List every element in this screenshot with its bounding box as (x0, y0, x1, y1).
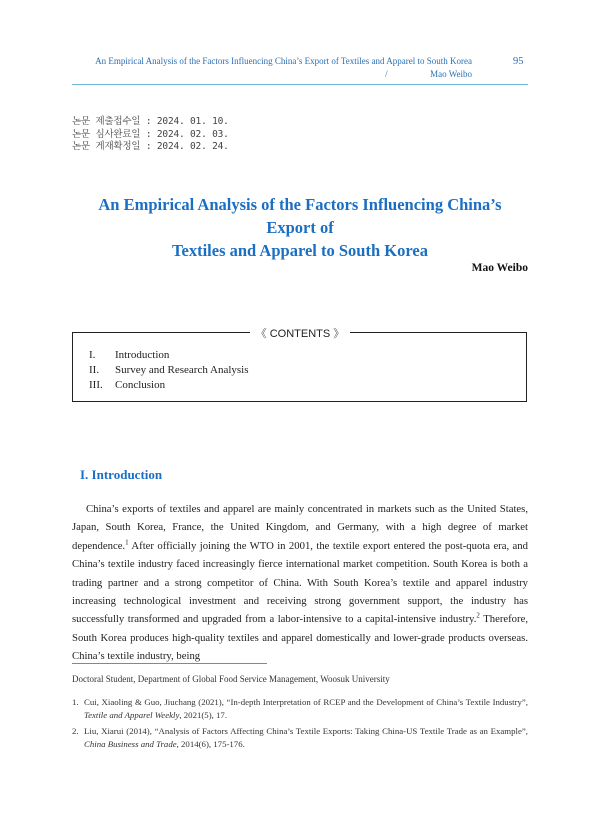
footnote-pages: , 2014(6), 175-176. (176, 739, 245, 749)
toc-item (89, 348, 249, 363)
toc-number: I. (89, 349, 96, 361)
footnote-journal: China Business and Trade (84, 739, 177, 749)
running-author-line (72, 68, 472, 81)
toc-item (89, 363, 249, 378)
date-submitted: 논문 제출접수일 : 2024. 01. 10. (72, 116, 229, 127)
footnote-number: 1. (72, 697, 79, 707)
page-number: 95 (513, 56, 524, 67)
contents-heading-wrap (0, 324, 600, 342)
title-line-2: Textiles and Apparel to South Korea (172, 241, 428, 260)
footnote-rule (72, 663, 267, 664)
footnote (72, 725, 528, 751)
toc-number: II. (89, 364, 100, 376)
date-reviewed: 논문 심사완료일 : 2024. 02. 03. (72, 128, 229, 140)
date-accepted: 논문 게재확정일 : 2024. 02. 24. (72, 141, 229, 152)
footnote-citation: Cui, Xiaoling & Guo, Jiuchang (2021), “In-depth Interpretation of RCEP and the Development of China’s Textile Industry”, (84, 697, 528, 707)
body-sentence-3: Therefore, South Korea produces high-quality textiles and apparel domestically and lower-grade products overseas. China’s textile industry, being (72, 613, 528, 663)
toc-label: Introduction (115, 349, 170, 361)
toc-label: Conclusion (115, 379, 166, 391)
contents-heading: 《 CONTENTS 》 (250, 328, 351, 340)
footnote-text (84, 696, 528, 722)
table-of-contents (89, 348, 249, 393)
footnote-pages: , 2021(5), 17. (179, 710, 228, 720)
body-paragraph (72, 500, 528, 666)
running-separator: / (385, 68, 388, 79)
body-sentence-2: After officially joining the WTO in 2001, the textile export entered the post-quota era, and China’s textile industry faced increasingly fierce international market competition. South Korea is both a trading partner and a strong competitor of China. With South Korea’s textile and apparel industry increasing technological investment and receiving strong government support, the industry has successfully transformed and upgraded from a labor-intensive to a capital-intensive industry. (72, 539, 528, 626)
footnote-journal: Textile and Apparel Weekly (84, 710, 180, 720)
footnote-citation: Liu, Xiarui (2014), “Analysis of Factors Affecting China’s Textile Exports: Taking China-US Textile Trade as an Example”, (84, 726, 528, 736)
toc-label: Survey and Research Analysis (115, 364, 249, 376)
author-affiliation: Doctoral Student, Department of Global Food Service Management, Woosuk University (72, 674, 390, 684)
toc-number: III. (89, 379, 103, 391)
footnote-number: 2. (72, 726, 79, 736)
footnote-ref-1: 1 (125, 538, 129, 547)
running-head (72, 55, 472, 80)
toc-item (89, 378, 249, 393)
body-sentence-1: China’s exports of textiles and apparel are mainly concentrated in markets such as the United States, Japan, South Korea, France, the United Kingdom, and Germany, with a high degree of market dependence. (72, 503, 528, 552)
title-line-1: An Empirical Analysis of the Factors Influencing China’s Export of (98, 195, 502, 237)
section-heading: I. Introduction (80, 467, 163, 482)
running-title: An Empirical Analysis of the Factors Influencing China’s Export of Textiles and Apparel to South Korea (95, 56, 472, 66)
running-author: Mao Weibo (430, 68, 472, 79)
submission-dates (72, 116, 229, 154)
footnotes (72, 696, 528, 754)
header-rule (72, 84, 528, 85)
footnote (72, 696, 528, 722)
paper-title (72, 193, 528, 262)
author-name: Mao Weibo (471, 262, 528, 274)
footnote-ref-2: 2 (476, 611, 480, 620)
footnote-text (84, 725, 528, 751)
